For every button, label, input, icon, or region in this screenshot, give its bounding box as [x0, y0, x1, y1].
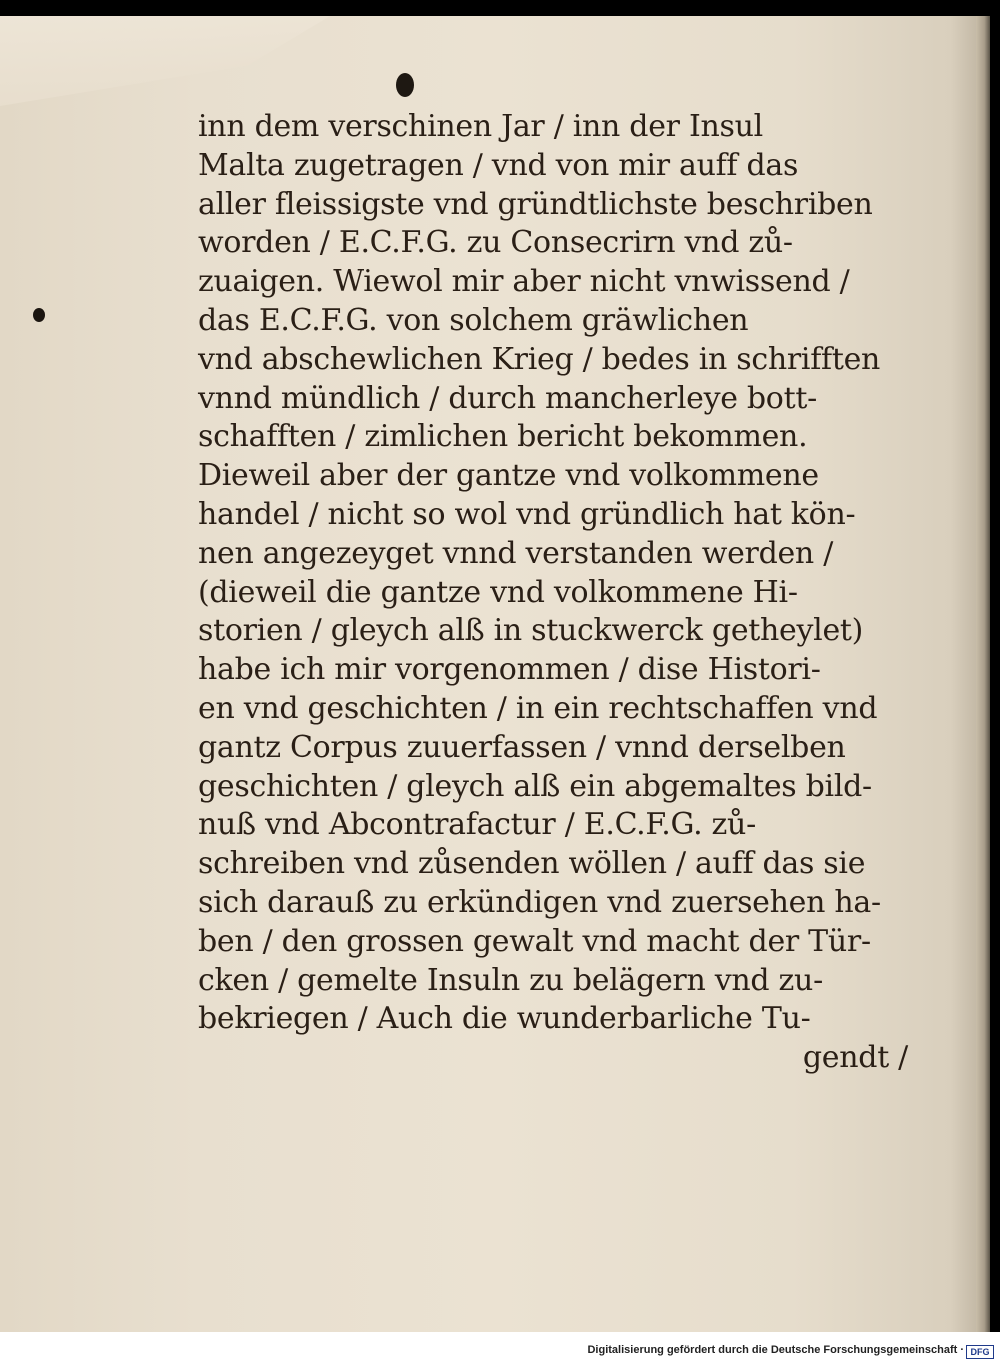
text-line: Malta zugetragen / vnd von mir auff das [198, 147, 799, 183]
text-line: nen angezeyget vnnd verstanden werden / [198, 535, 833, 571]
text-line: vnd abschewlichen Krieg / bedes in schrifften [198, 341, 881, 377]
page-text-block [198, 108, 908, 1078]
margin-ink-spot [33, 308, 45, 322]
text-line: (dieweil die gantze vnd volkommene Hi- [198, 574, 798, 610]
text-line: geschichten / gleych alß ein abgemaltes bild- [198, 768, 872, 804]
dfg-logo: DFG [966, 1345, 994, 1359]
text-line: bekriegen / Auch die wunderbarliche Tu- [198, 1001, 811, 1037]
text-line: sich darauß zu erkündigen vnd zuersehen ha- [198, 884, 881, 920]
top-scan-border [0, 0, 1000, 16]
page-gutter-edge [976, 16, 990, 1332]
text-line: schreiben vnd zůsenden wöllen / auff das sie [198, 846, 866, 882]
text-line: en vnd geschichten / in ein rechtschaffen vnd [198, 690, 878, 726]
text-line: Dieweil aber der gantze vnd volkommene [198, 458, 819, 494]
text-line: schafften / zimlichen bericht bekommen. [198, 419, 808, 455]
text-line: inn dem verschinen Jar / inn der Insul [198, 109, 763, 144]
text-line: zuaigen. Wiewol mir aber nicht vnwissend / [198, 264, 850, 300]
footer-credit-text: Digitalisierung gefördert durch die Deutsche Forschungsgemeinschaft · [587, 1344, 964, 1356]
text-line: cken / gemelte Insuln zu belägern vnd zu- [198, 962, 823, 998]
catchword: gendt / [802, 1040, 908, 1076]
text-line: ben / den grossen gewalt vnd macht der Tür- [198, 923, 871, 959]
text-line: aller fleissigste vnd gründtlichste beschriben [198, 186, 873, 222]
text-line: handel / nicht so wol vnd gründlich hat kön- [198, 496, 856, 532]
text-line: storien / gleych alß in stuckwerck getheylet) [198, 613, 864, 649]
text-line: das E.C.F.G. von solchem gräwlichen [198, 302, 749, 338]
text-line: nuß vnd Abcontrafactur / E.C.F.G. zů- [198, 807, 756, 843]
text-line: gantz Corpus zuuerfassen / vnnd derselben [198, 729, 846, 765]
text-line: worden / E.C.F.G. zu Consecrirn vnd zů- [198, 225, 793, 261]
page-corner-fold [0, 16, 330, 106]
ink-stain-mark [396, 73, 414, 97]
text-line: habe ich mir vorgenommen / dise Histori- [198, 652, 821, 688]
text-line: vnnd mündlich / durch mancherleye bott- [198, 380, 817, 416]
